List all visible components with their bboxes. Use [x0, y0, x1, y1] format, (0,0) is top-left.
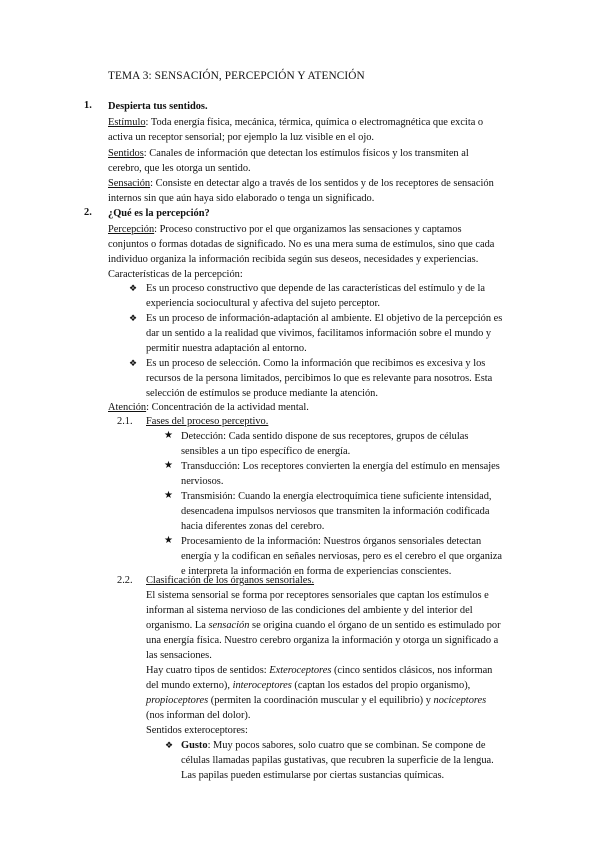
caracteristica-2-line-3: permitir nuestra adaptación al entorno.: [146, 343, 307, 354]
section-1-heading: Despierta tus sentidos.: [108, 101, 208, 112]
caracteristica-2-line-1: Es un proceso de información-adaptación al ambiente. El objetivo de la percepción es: [146, 313, 503, 324]
diamond-bullet-icon: ❖: [129, 283, 138, 293]
fase-3-line-2: desencadena impulsos nerviosos que transmiten la información codificada: [181, 506, 490, 517]
percepcion-term: Percepción: [108, 224, 155, 235]
percepcion-definition-line-1: Percepción: Proceso constructivo por el que organizamos las sensaciones y captamos: [108, 224, 462, 235]
sensacion-definition-line-1: Sensación: Consiste en detectar algo a través de los sentidos y de los receptores de sensación: [108, 178, 494, 189]
caracteristicas-label: Características de la percepción:: [108, 269, 243, 280]
star-bullet-icon: ★: [164, 535, 173, 546]
clasificacion-p2-line-1: Hay cuatro tipos de sentidos: Exteroceptores (cinco sentidos clásicos, nos informan: [146, 665, 493, 676]
section-2-heading: ¿Qué es la percepción?: [108, 208, 210, 219]
page-title: TEMA 3: SENSACIÓN, PERCEPCIÓN Y ATENCIÓN: [108, 70, 365, 82]
gusto-line-3: Las papilas pueden estimularse por ciertas sustancias químicas.: [181, 770, 445, 781]
star-bullet-icon: ★: [164, 460, 173, 471]
estimulo-definition-line-1: Estímulo: Toda energía física, mecánica, térmica, química o electromagnética que excita o: [108, 117, 484, 128]
estimulo-term: Estímulo: [108, 117, 146, 128]
sentidos-definition-line-1: Sentidos: Canales de información que detectan los estímulos físicos y los transmiten al: [108, 148, 469, 159]
section-2-2-number: 2.2.: [117, 575, 133, 586]
fase-2-line-1: Transducción: Los receptores convierten la energía del estímulo en mensajes: [181, 461, 500, 472]
section-2-1-number: 2.1.: [117, 416, 133, 427]
diamond-bullet-icon: ❖: [165, 740, 174, 750]
sensacion-term: Sensación: [108, 178, 151, 189]
section-2-2-heading: Clasificación de los órganos sensoriales.: [146, 575, 315, 586]
clasificacion-p1-line-5: las sensaciones.: [146, 650, 212, 661]
gusto-line-2: células llamadas papilas gustativas, que recubren la superficie de la lengua.: [181, 755, 494, 766]
star-bullet-icon: ★: [164, 430, 173, 441]
clasificacion-p1-line-1: El sistema sensorial se forma por receptores sensoriales que captan los estímulos e: [146, 590, 489, 601]
clasificacion-p1-line-4: una energía física. Nuestro cerebro organiza la información y otorga un significado a: [146, 635, 499, 646]
gusto-term: Gusto: [181, 740, 208, 751]
atencion-definition: Atención: Concentración de la actividad mental.: [108, 402, 309, 413]
sensacion-definition-line-2: internos sin que aún haya sido elaborado o tenga un significado.: [108, 193, 375, 204]
sentidos-term: Sentidos: [108, 148, 144, 159]
caracteristica-3-line-3: selección de estímulos se produce mediante la atención.: [146, 388, 378, 399]
star-bullet-icon: ★: [164, 490, 173, 501]
percepcion-definition-line-3: individuo organiza la información recibida según sus deseos, necesidades y experiencias.: [108, 254, 479, 265]
fase-4-line-1: Procesamiento de la información: Nuestros órganos sensoriales detectan: [181, 536, 482, 547]
clasificacion-p1-line-2: informan al sistema nervioso de las condiciones del ambiente y del interior del: [146, 605, 473, 616]
fase-2-line-2: nerviosos.: [181, 476, 224, 487]
caracteristica-1-line-2: experiencia sociocultural y afectiva del sujeto perceptor.: [146, 298, 380, 309]
caracteristica-3-line-1: Es un proceso de selección. Como la información que recibimos es excesiva y los: [146, 358, 486, 369]
diamond-bullet-icon: ❖: [129, 313, 138, 323]
caracteristica-3-line-2: recursos de la persona limitados, percibimos lo que es relevante para nosotros. Esta: [146, 373, 493, 384]
clasificacion-p1-line-3: organismo. La sensación se origina cuando el órgano de un sentido es estimulado por: [146, 620, 501, 631]
section-1-number: 1.: [84, 100, 92, 111]
sentidos-definition-line-2: cerebro, que les otorga un sentido.: [108, 163, 251, 174]
fase-1-line-1: Detección: Cada sentido dispone de sus receptores, grupos de células: [181, 431, 469, 442]
caracteristica-2-line-2: dar un sentido a la realidad que vivimos, facilitamos información sobre el mundo y: [146, 328, 492, 339]
clasificacion-p2-line-3: propioceptores (permiten la coordinación muscular y el equilibrio) y nociceptores: [146, 695, 487, 706]
percepcion-definition-line-2: conjuntos o formas dotadas de significado. No es una mera suma de estímulos, sino que cada: [108, 239, 495, 250]
fase-3-line-1: Transmisión: Cuando la energía electroquímica tiene suficiente intensidad,: [181, 491, 492, 502]
section-2-number: 2.: [84, 207, 92, 218]
fase-1-line-2: sensibles a un tipo específico de energía.: [181, 446, 351, 457]
atencion-term: Atención: [108, 402, 147, 413]
clasificacion-p2-line-4: (nos informan del dolor).: [146, 710, 251, 721]
section-2-1-heading: Fases del proceso perceptivo.: [146, 416, 269, 427]
clasificacion-p2-line-2: del mundo externo), interoceptores (captan los estados del propio organismo),: [146, 680, 471, 691]
sentidos-exteroceptores-label: Sentidos exteroceptores:: [146, 725, 248, 736]
fase-4-line-3: e interpreta la información en forma de experiencias conscientes.: [181, 566, 452, 577]
fase-3-line-3: hacia diferentes zonas del cerebro.: [181, 521, 325, 532]
fase-4-line-2: energía y la codifican en señales nerviosas, pero es el cerebro el que organiza: [181, 551, 503, 562]
gusto-line-1: Gusto: Muy pocos sabores, solo cuatro que se combinan. Se compone de: [181, 740, 486, 751]
diamond-bullet-icon: ❖: [129, 358, 138, 368]
estimulo-definition-line-2: activa un receptor sensorial; por ejemplo la luz visible en el ojo.: [108, 132, 375, 143]
caracteristica-1-line-1: Es un proceso constructivo que depende de las características del estímulo y de la: [146, 283, 486, 294]
